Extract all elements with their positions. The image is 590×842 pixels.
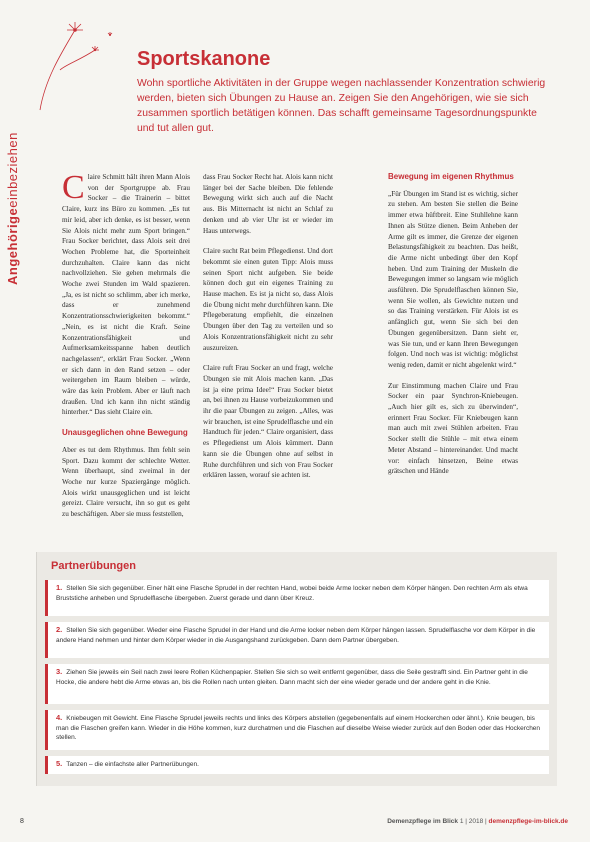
section-label-word1: Angehörige bbox=[5, 207, 20, 285]
article-column-3 bbox=[388, 172, 518, 487]
exercise-item bbox=[45, 756, 549, 774]
dandelion-decoration bbox=[20, 10, 130, 120]
issue: 1 | 2018 bbox=[459, 818, 484, 825]
exercise-text: Kniebeugen mit Gewicht. Eine Flasche Sprudel jeweils rechts und links des Körpers abstellen (gegebenenfalls auf einem Hockerchen oder ähnl.). Knie beugen, bis man die Flaschen greifen kann. Wieder in die Höhe kommen, kurz durchatmen und die Flaschen auf dieselbe Weise wieder zurück auf den Boden oder das Hockerchen stellen. bbox=[56, 715, 541, 741]
exercise-number: 2. bbox=[56, 625, 63, 634]
exercise-number: 5. bbox=[56, 759, 63, 768]
exercise-item bbox=[45, 622, 549, 658]
exercise-text: Stellen Sie sich gegenüber. Einer hält eine Flasche Sprudel in der rechten Hand, wobei beide Arme locker neben dem Körper hängen. Den rechten Arm als etwa Bruststiche anheben und Sprudelflasche übergeben. Zuerst gerade und dann über Kreuz. bbox=[56, 585, 528, 602]
exercise-text: Stellen Sie sich gegenüber. Wieder eine Flasche Sprudel in der Hand und die Arme locker neben dem Körper hängen lassen. Sprudelflasche vor dem Körper in die andere Hand nehmen und hinter dem Körper wieder in die Ausgangshand zurückgeben. Dann dem Partner übergeben. bbox=[56, 627, 536, 644]
exercise-number: 4. bbox=[56, 713, 63, 722]
exercise-item bbox=[45, 580, 549, 616]
paragraph: Claire Schmitt hält ihren Mann Alois von der Sportgruppe ab. Frau Socker – die Trainerin – bittet Claire, kurz ins Büro zu kommen. „Es tut mir leid, aber ich denke, es ist besser, wenn Sie Alois nicht mehr zum Sport bringen.“ Frau Socker berichtet, dass Alois seit drei Wochen Probleme hat, die Sporteinheit durchzuhalten. Claire kann das nicht nachvollziehen. Sie gehen mehrmals die Woche zwei Stunden im Wald spazieren. „Ja, es ist nicht so schlimm, aber ich merke, dass er zunehmend Konzentrationsschwierigkeiten bekommt.“ „Nein, es ist nicht die Kraft. Seine Konzentrationsfähigkeit und Aufmerksamkeitsspanne haben deutlich nachgelassen“, erklärt Frau Socker. „Wenn er sich dann in den Rand setzen – oder weitergehen im Raum bleiben – würde, wäre das kein Problem. Aber er läuft nach draußen. Und ich kann ihn nicht ständig hinterher.“ Das sieht Claire ein. bbox=[62, 169, 190, 417]
subheading: Unausgeglichen ohne Bewegung bbox=[62, 428, 188, 438]
page-number: 8 bbox=[20, 818, 24, 825]
section-label-word2: einbeziehen bbox=[5, 132, 20, 208]
paragraph: Aber es tut dem Rhythmus. Ihm fehlt sein Sport. Dazu kommt der schlechte Wetter. Wenn überhaupt, sind zweimal in der Woche nur kurze Spaziergänge möglich. Alois wirkt unausgeglichen und ist leicht gereizt. Claire versucht, ihn so gut es geht zu beschäftigen. Aber sie muss feststellen, bbox=[62, 445, 190, 519]
article-column-1 bbox=[62, 169, 190, 530]
paragraph: „Für Übungen im Stand ist es wichtig, sicher zu stehen. Am besten Sie stellen die Beine immer etwa hüftbreit. Eine Stuhllehne kann Ihnen als Stütze dienen. Beim Anheben der Arme gilt es immer, die Grenze der eigenen Belastungsfähigkeit zu beachten. Das heißt, die Arme nicht unbedingt über den Kopf heben. Und zum Training der Muskeln die Bewegungen immer so langsam wie möglich ausführen. Die Sprudelflaschen können Sie, wenn Sie wollen, als Gewichte nutzen und so das Training verstärken. Für Alois ist es anfänglich gut, wenn Sie sich bei den Übungen gegenübersitzen. Dann sieht er, was Sie tun, und er kann Ihren Bewegungen folgen. Und noch was ist wichtig: möglichst wenig reden, damit er nicht abgelenkt wird.“ bbox=[388, 189, 518, 369]
paragraph: dass Frau Socker Recht hat. Alois kann nicht länger bei der Sache bleiben. Die fehlende Bewegung wirkt sich auch auf die Nacht aus. Bis Mitternacht ist nicht an Schlaf zu denken und ab vier Uhr ist er wieder im Haus unterwegs. bbox=[203, 173, 333, 235]
box-title: Partnerübungen bbox=[51, 560, 136, 572]
paragraph: Zur Einstimmung machen Claire und Frau Socker ein paar Synchron-Kniebeugen. „Auch hier gilt es, sich zu überwinden“, erinnert Frau Socker. Für Kniebeugen kann man auch mit zwei Stühlen arbeiten. Frau Socker stellt die Stühle – mit etwa einem Meter Abstand – hintereinander. Und macht vor: einfach hinsetzen, Beine etwas grätschen und Hände bbox=[388, 381, 518, 476]
magazine-name: Demenzpflege im Blick bbox=[387, 818, 458, 825]
partner-exercises-box bbox=[36, 552, 557, 786]
subheading: Bewegung im eigenen Rhythmus bbox=[388, 172, 514, 181]
exercise-number: 1. bbox=[56, 583, 63, 592]
section-label bbox=[4, 40, 26, 285]
drop-cap: C bbox=[62, 169, 85, 206]
paragraph: Claire sucht Rat beim Pflegedienst. Und dort bekommt sie einen guten Tipp: Alois muss seinen Sport nicht aufgeben. Sie beide können doch gut ein eigenes Training zu Hause machen. Es ist ja nicht so, dass Alois die Übung nicht mehr durchführen kann. Die Pflegeberatung empfiehlt, die einzelnen Übungen über den Tag zu verteilen und so Alois Konzentrationsfähigkeit nicht zu sehr auszureizen. bbox=[203, 247, 333, 352]
lead-paragraph: Wohn sportliche Aktivitäten in der Gruppe wegen nachlassender Konzentration schwierig werden, bieten sich Übungen zu Hause an. Zeigen Sie den Angehörigen, wie sie sich zusammen sportlich betätigen können. Das schafft gemeinsame Tagesordnungspunkte und tut allen gut. bbox=[137, 78, 546, 134]
exercise-item bbox=[45, 710, 549, 750]
footer: Demenzpflege im Blick 1 | 2018 | demenzpflege-im-blick.de bbox=[387, 818, 568, 825]
exercise-text: Tanzen – die einfachste aller Partnerübungen. bbox=[66, 761, 199, 768]
magazine-url[interactable]: demenzpflege-im-blick.de bbox=[488, 818, 568, 825]
exercise-number: 3. bbox=[56, 667, 63, 676]
page-title: Sportskanone bbox=[137, 48, 271, 70]
exercise-text: Ziehen Sie jeweils ein Seil nach zwei leere Rollen Küchenpapier. Stellen Sie sich so weit entfernt gegenüber, dass die Seile gestrafft sind. Ein Partner geht in die Hocke, die andere hebt die Arme etwas an, bis die Rollen nach unten gleiten. Dann macht sich der eine wieder gerade und der andere geht in die Knie. bbox=[56, 669, 528, 686]
article-column-2 bbox=[203, 172, 333, 491]
exercise-item bbox=[45, 664, 549, 704]
paragraph: Claire ruft Frau Socker an und fragt, welche Übungen sie mit Alois machen kann. „Das ist ja eine prima Idee!“ Frau Socker bietet an, bei ihnen zu Hause vorbeizukommen und ihr die paar Übungen zu zeigen. „Alles, was wir brauchen, ist eine Sprudelflasche und ein Handtuch für jeden.“ Claire organisiert, dass es Pflegedienst um Alois kümmert. Dann kann sie die Übungen ohne auf selbst in Ruhe durchführen und sich von Frau Socker erklären lassen, worauf sie achten ist. bbox=[203, 364, 333, 480]
